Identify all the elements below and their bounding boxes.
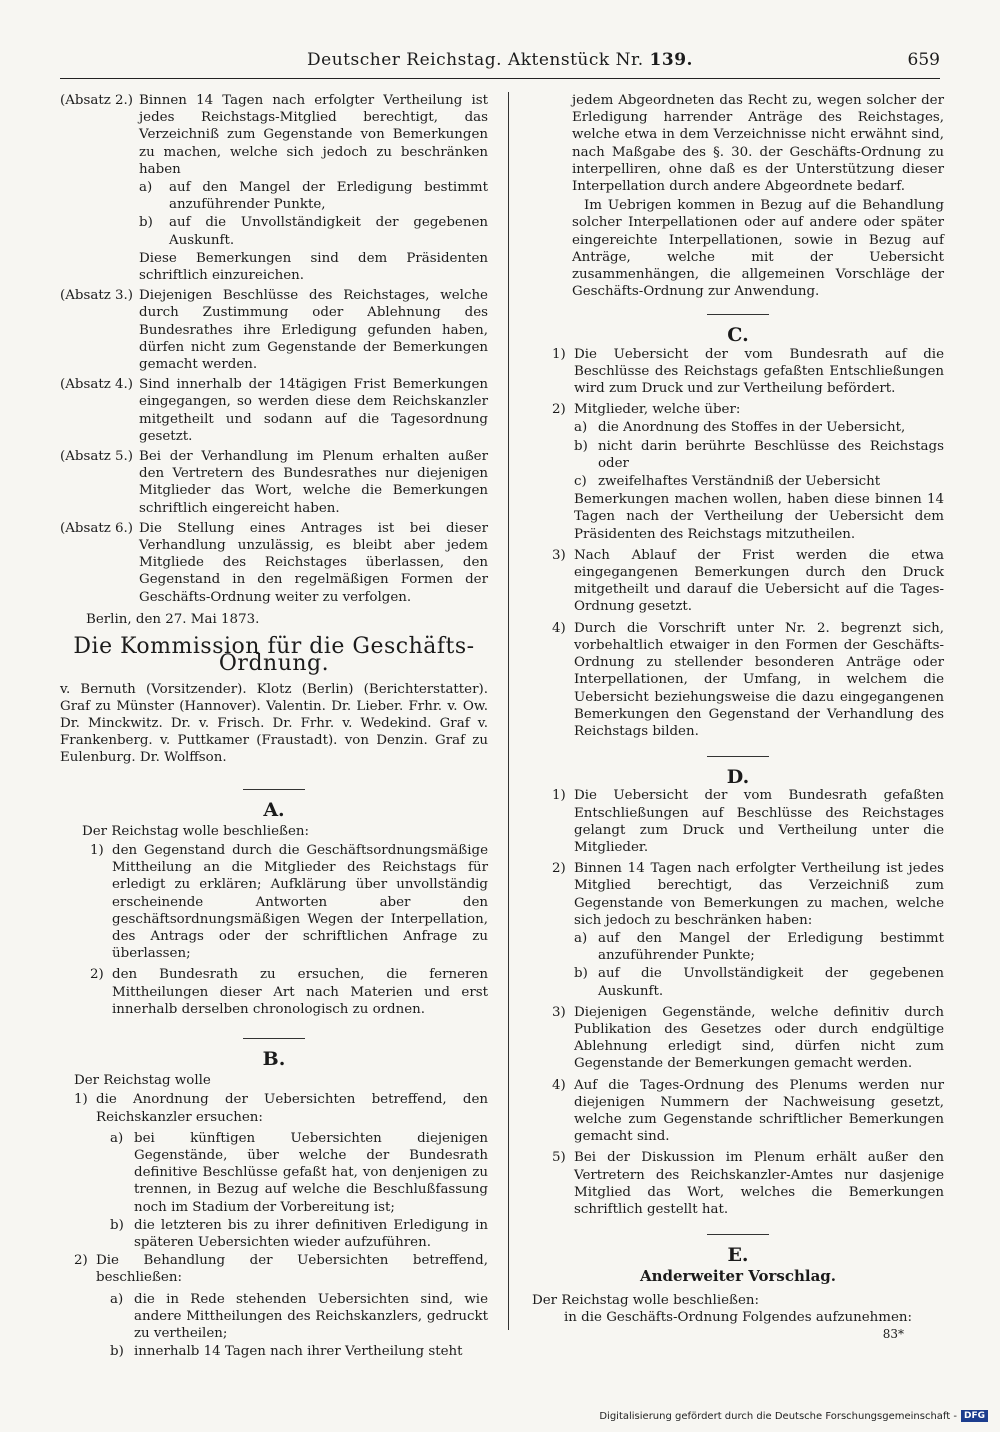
sub-text: zweifelhaftes Verständniß der Uebersicht (598, 474, 881, 490)
absatz-text: Die Stellung eines Antrages ist bei dieser Verhandlung unzulässig, es bleibt aber jedem Mitgliede des Reichstages überlassen, den Gegenstand in den regelmäßigen Formen der Geschäfts-Ordnung weiter zu verfolgen. (139, 520, 488, 605)
page-header (60, 44, 940, 79)
section-c-heading: C. (727, 324, 749, 347)
section-c-item (552, 346, 944, 398)
section-d-item (552, 860, 944, 929)
item-text: Durch die Vorschrift unter Nr. 2. begrenzt sich, vorbehaltlich etwaiger in den Formen der Geschäfts-Ordnung zu stellender besonderen Anträge oder Interpellationen, der Umfang, in welchem die Uebersicht beziehungsweise die dazu eingegangenen Bemerkungen den Gegenstand der Verhandlung des Reichstags bilden. (574, 620, 944, 739)
page-number: 659 (907, 50, 940, 70)
sub-item (574, 438, 944, 472)
section-e-heading: E. (727, 1244, 749, 1267)
section-d-item (552, 1004, 944, 1073)
left-column (60, 92, 488, 1361)
item-label: 3) (552, 547, 566, 563)
section-separator (707, 314, 769, 315)
commission-members: v. Bernuth (Vorsitzender). Klotz (Berlin) (Berichterstatter). Graf zu Münster (Hannover). Valentin. Dr. Lieber. Frhr. v. Ow. Dr. Minckwitz. Dr. v. Frisch. Dr. Frhr. v. Wedekind. Graf v. Frankenberg. v. Puttkamer (Fraustadt). von Denzin. Graf zu Eulenburg. Dr. Wolffson. (60, 681, 488, 766)
sub-text: nicht darin berührte Beschlüsse des Reichstags oder (598, 438, 944, 471)
section-d-item (552, 787, 944, 856)
sub-text: die Anordnung des Stoffes in der Uebersicht, (598, 420, 906, 436)
section-separator (707, 1234, 769, 1235)
item-text: Die Uebersicht der vom Bundesrath gefaßten Entschließungen auf Beschlüsse des Reichstages gelangt zum Druck und Vertheilung unter die Mitglieder. (574, 788, 944, 855)
section-separator (707, 756, 769, 757)
running-title-text: Deutscher Reichstag. Aktenstück Nr. (307, 50, 644, 70)
item-text: Auf die Tages-Ordnung des Plenums werden nur diejenigen Nummern der Nachweisung gesetzt, welche zum Gegenstande schriftlicher Bemerkungen gemacht sind. (574, 1077, 944, 1145)
sub-text: auf den Mangel der Erledigung bestimmt anzuführender Punkte, (169, 180, 488, 213)
sub-text: auf die Unvollständigkeit der gegebenen Auskunft. (598, 966, 944, 999)
sub-item (139, 179, 488, 213)
item-label: 2) (90, 967, 104, 983)
sub-label: c) (574, 474, 587, 490)
item-label: 4) (552, 1077, 566, 1093)
absatz-3 (60, 287, 488, 373)
continuation-text: jedem Abgeordneten das Recht zu, wegen solcher der Erledigung harrender Anträge des Reichstages, welche etwa in dem Verzeichnisse nicht erwähnt sind, nach Maßgabe des §. 30. der Geschäfts-Ordnung zu interpelliren, ohne daß es der Unterstützung dieser Interpellation durch andere Abgeordnete bedarf. (572, 93, 944, 195)
section-a-item (90, 842, 488, 962)
section-a-heading: A. (263, 798, 285, 821)
absatz-4 (60, 376, 488, 445)
section-a-item (90, 966, 488, 1018)
sub-item (574, 930, 944, 964)
commission-title: Die Kommission für die Geschäfts-Ordnung. (73, 634, 475, 677)
document-number: 139. (649, 50, 693, 70)
sub-item (574, 965, 944, 999)
sub-item (110, 1291, 488, 1343)
sub-label: b) (574, 438, 588, 454)
sub-item (574, 419, 944, 436)
item-text: Nach Ablauf der Frist werden die etwa eingegangenen Bemerkungen durch den Druck mitgetheilt und darauf die Uebersicht auf die Tages-Ordnung gesetzt. (574, 547, 944, 615)
sub-label: a) (139, 180, 153, 196)
item-text: Mitglieder, welche über: (574, 402, 741, 418)
sub-item (139, 214, 488, 248)
absatz-6 (60, 520, 488, 606)
signature-mark: 83* (882, 1327, 904, 1341)
section-d-item (552, 1077, 944, 1146)
section-c-subitems (532, 419, 944, 542)
section-c-item (552, 401, 944, 418)
item-text: den Bundesrath zu ersuchen, die ferneren Mittheilungen dieser Art nach Materien und erst innerhalb derselben chronologisch zu ordnen. (112, 967, 488, 1017)
sub-label: a) (110, 1291, 124, 1307)
section-separator (243, 789, 305, 790)
section-d-subitems (532, 930, 944, 1000)
digitization-credit (599, 1410, 988, 1422)
absatz-text: Sind innerhalb der 14tägigen Frist Bemerkungen eingegangen, so werden diese dem Reichskanzler mitgetheilt und sodann auf die Tagesordnung gesetzt. (139, 377, 488, 444)
section-b-subitems (60, 1130, 488, 1251)
section-b-lead: Der Reichstag wolle (74, 1073, 211, 1089)
absatz-text: Binnen 14 Tagen nach erfolgter Vertheilung ist jedes Reichstags-Mitglied berechtigt, das Verzeichniß zum Gegenstande von Bemerkungen zu machen, welche sich jedoch zu beschränken haben (139, 93, 488, 177)
section-a-lead: Der Reichstag wolle beschließen: (82, 823, 310, 839)
sub-label: a) (574, 930, 588, 946)
section-e-lead: Der Reichstag wolle beschließen: (532, 1292, 760, 1308)
item-label: 3) (552, 1004, 566, 1020)
absatz-label: (Absatz 2.) (60, 93, 134, 108)
item-text: Die Uebersicht der vom Bundesrath auf die Beschlüsse des Reichstags gefaßten Entschließungen wird zum Druck und zur Vertheilung befördert. (574, 346, 944, 397)
section-e-lead2: in die Geschäfts-Ordnung Folgendes aufzunehmen: (564, 1309, 913, 1325)
right-column (532, 92, 944, 1343)
section-e-title: Anderweiter Vorschlag. (639, 1267, 836, 1286)
section-c-item (552, 547, 944, 616)
item-tail: Bemerkungen machen wollen, haben diese binnen 14 Tagen nach der Vertheilung der Uebersicht dem Präsidenten des Reichstags mitzutheilen. (574, 492, 944, 542)
absatz-label: (Absatz 5.) (60, 449, 134, 465)
section-separator (243, 1038, 305, 1039)
item-label: 2) (74, 1253, 88, 1269)
sub-text: die letzteren bis zu ihrer definitiven Erledigung in späteren Uebersichten wieder aufzuführen. (134, 1217, 488, 1250)
absatz-5 (60, 448, 488, 517)
sub-text: auf die Unvollständigkeit der gegebenen Auskunft. (169, 215, 488, 248)
item-label: 1) (552, 788, 566, 804)
absatz-text: Bei der Verhandlung im Plenum erhalten außer den Vertretern des Bundesrathes nur diejenigen Mitglieder das Wort, welche die Bemerkungen schriftlich eingereicht haben. (139, 449, 488, 516)
section-d-item (552, 1149, 944, 1218)
sub-text: bei künftigen Uebersichten diejenigen Gegenstände, über welche der Bundesrath definitive Beschlüsse gefaßt hat, von denjenigen zu trennen, in Bezug auf welche die Beschlußfassung noch im Stadium der Vorbereitung ist; (134, 1130, 488, 1215)
item-text: Die Behandlung der Uebersichten betreffend, beschließen: (96, 1253, 488, 1286)
item-text: Binnen 14 Tagen nach erfolgter Vertheilung ist jedes Mitglied berechtigt, das Verzeichniß zum Gegenstande von Bemerkungen zu machen, welche sich jedoch zu beschränken haben: (574, 861, 944, 928)
section-b-item (74, 1091, 488, 1125)
item-label: 4) (552, 620, 566, 636)
sub-label: b) (110, 1344, 124, 1360)
sub-text: die in Rede stehenden Uebersichten sind, wie andere Mittheilungen des Reichskanzlers, gedruckt zu vertheilen; (134, 1291, 488, 1341)
sub-item (110, 1130, 488, 1216)
sub-label: a) (574, 420, 588, 436)
credit-text: Digitalisierung gefördert durch die Deutsche Forschungsgemeinschaft - (599, 1410, 957, 1422)
running-title (60, 50, 940, 70)
sub-text: auf den Mangel der Erledigung bestimmt anzuführender Punkte; (598, 930, 944, 964)
section-c-item (552, 620, 944, 740)
absatz-tail: Diese Bemerkungen sind dem Präsidenten schriftlich einzureichen. (139, 250, 488, 284)
sub-label: b) (110, 1217, 124, 1233)
dfg-logo: DFG (961, 1410, 988, 1422)
absatz-text: Diejenigen Beschlüsse des Reichstages, welche durch Zustimmung oder Ablehnung des Bundesrathes ihre Erledigung gefunden haben, dürfen nicht zum Gegenstande der Bemerkungen gemacht werden. (139, 288, 488, 373)
section-b-subitems (60, 1291, 488, 1361)
sub-item (110, 1343, 488, 1360)
sub-text: innerhalb 14 Tagen nach ihrer Vertheilung steht (134, 1344, 463, 1360)
date-line: Berlin, den 27. Mai 1873. (86, 611, 260, 627)
item-label: 2) (552, 861, 566, 877)
absatz-label: (Absatz 3.) (60, 288, 134, 304)
item-label: 1) (90, 842, 104, 858)
absatz-label: (Absatz 4.) (60, 377, 134, 393)
section-d-heading: D. (726, 766, 750, 789)
item-label: 5) (552, 1150, 566, 1166)
item-text: den Gegenstand durch die Geschäftsordnungsmäßige Mittheilung an die Mitglieder des Reichstags für erledigt zu erklären; Aufklärung über unvollständig erscheinende Antworten aber den geschäftsordnungsmäßigen Wegen der Interpellation, des Antrags oder der schriftlichen Anfrage zu überlassen; (112, 842, 488, 962)
absatz-2 (60, 92, 488, 284)
sub-label: b) (139, 215, 153, 231)
sub-item (574, 473, 944, 490)
item-label: 1) (74, 1092, 88, 1108)
item-text: Diejenigen Gegenstände, welche definitiv durch Publikation des Gesetzes oder durch endgültige Ablehnung erledigt sind, dürfen nicht zum Gegenstande der Bemerkungen gemacht werden. (574, 1004, 944, 1072)
column-divider (508, 92, 509, 1330)
continuation-text: Im Uebrigen kommen in Bezug auf die Behandlung solcher Interpellationen oder auf andere oder später eingereichte Interpellationen, sowie in Bezug auf Anträge, welche mit der Uebersicht zusammenhängen, die allgemeinen Vorschläge der Geschäfts-Ordnung zur Anwendung. (572, 198, 944, 300)
item-text: die Anordnung der Uebersichten betreffend, den Reichskanzler ersuchen: (96, 1092, 488, 1125)
section-b-heading: B. (262, 1047, 286, 1070)
item-text: Bei der Diskussion im Plenum erhält außer den Vertretern des Reichskanzler-Amtes nur dasjenige Mitglied das Wort, welches die Bemerkungen schriftlich gestellt hat. (574, 1150, 944, 1217)
section-b-item (74, 1252, 488, 1286)
item-label: 2) (552, 402, 566, 418)
sub-label: a) (110, 1130, 124, 1146)
absatz-label: (Absatz 6.) (60, 520, 134, 536)
sub-label: b) (574, 966, 588, 982)
item-label: 1) (552, 346, 566, 362)
sub-item (110, 1217, 488, 1251)
